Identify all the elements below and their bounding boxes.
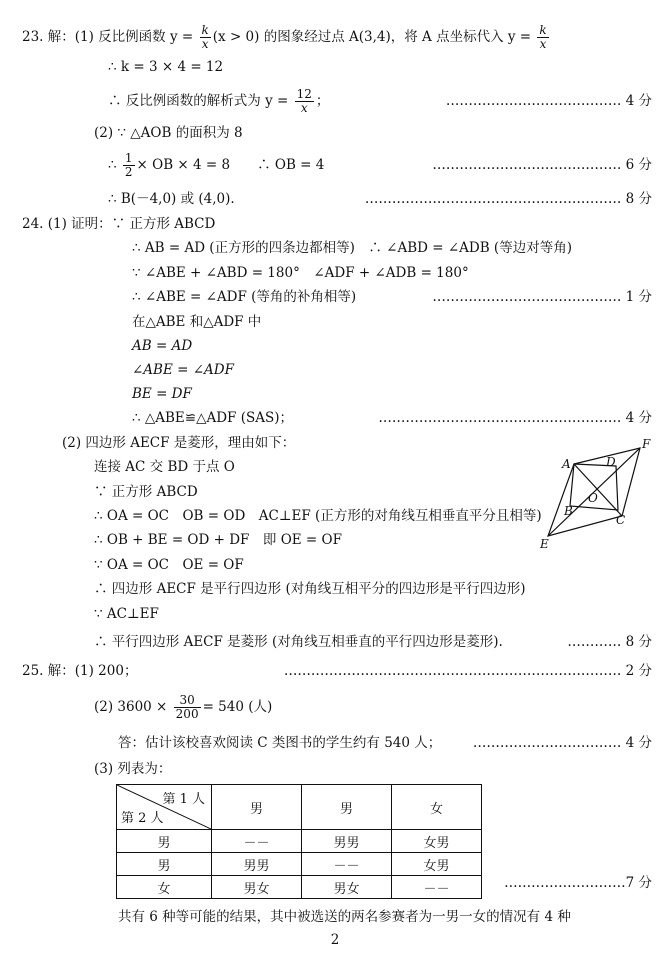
- q23-line3: ∴ 反比例函数的解析式为 y = $\frac{12}{x}$ ；: [108, 87, 330, 115]
- q23-score-6: …………………………………… 6 分: [432, 157, 652, 173]
- q25-line5: 共有 6 种等可能的结果，其中被选送的两名参赛者为一男一女的情况有 4 种: [118, 909, 571, 925]
- q24-line17: ∵ AC⊥EF: [94, 606, 159, 622]
- q24-line15: ∵ OA = OC OE = OF: [94, 557, 244, 573]
- table-header-row: [117, 785, 482, 830]
- table-cell: －－: [392, 876, 482, 899]
- q24-line10: (2) 四边形 AECF 是菱形，理由如下：: [62, 435, 296, 451]
- table-cell: 男女: [212, 876, 302, 899]
- q24-line13: ∴ OA = OC OB = OD AC⊥EF (正方形的对角线互相垂直平分且相等): [94, 508, 542, 524]
- q23-line5: ∴ $\frac{1}{2}$ × OB × 4 = 8 ∴ OB = 4: [108, 151, 325, 179]
- q25-score-2: ………………………………………………………………… 2 分: [283, 663, 652, 679]
- table-cell: 男男: [212, 853, 302, 876]
- table-cell: 女男: [392, 830, 482, 853]
- q25-score-4: …………………………… 4 分: [472, 735, 652, 751]
- label-a: A: [562, 457, 571, 471]
- table-cell: －－: [212, 830, 302, 853]
- q24-line7: ∠ABE = ∠ADF: [132, 362, 234, 378]
- q23-line2: ∴ k = 3 × 4 = 12: [108, 59, 224, 75]
- table-row: [117, 853, 482, 876]
- q24-score-8: ………… 8 分: [567, 634, 652, 650]
- q25-line1: 25. 解：(1) 200；: [22, 663, 138, 679]
- q23-score-4: ………………………………… 4 分: [445, 93, 652, 109]
- q24-line6: AB = AD: [132, 338, 193, 354]
- label-f: F: [642, 437, 651, 451]
- page-number: 2: [330, 932, 340, 948]
- table-cell: －－: [302, 853, 392, 876]
- row-header: 男: [117, 830, 212, 853]
- table-row: [117, 830, 482, 853]
- q24-line11: 连接 AC 交 BD 于点 O: [94, 459, 235, 475]
- table-row: [117, 876, 482, 899]
- table-cell: 男女: [302, 876, 392, 899]
- col-header: 女: [392, 785, 482, 830]
- q23-line1: 23. 解：(1) 反比例函数 y = $\frac{k}{x}$ (x > 0) 的图象经过点 A(3,4)，将 A 点坐标代入 y = $\frac{k}{x}$: [22, 23, 547, 51]
- label-c: C: [616, 513, 626, 527]
- label-o: O: [588, 491, 598, 505]
- table-cell: 男男: [302, 830, 392, 853]
- col-header: 男: [302, 785, 392, 830]
- q25-score-7: ………………………7 分: [504, 875, 652, 891]
- q24-line4: ∴ ∠ABE = ∠ADF (等角的补角相等): [132, 289, 357, 305]
- q24-line16: ∴ 四边形 AECF 是平行四边形 (对角线互相平分的四边形是平行四边形): [94, 581, 526, 597]
- corner-top-label: 第 1 人: [162, 792, 205, 807]
- col-header: 男: [212, 785, 302, 830]
- label-b: B: [564, 504, 573, 518]
- q24-line18: ∴ 平行四边形 AECF 是菱形 (对角线互相垂直的平行四边形是菱形).: [94, 634, 503, 650]
- label-d: D: [606, 455, 616, 469]
- q24-line14: ∴ OB + BE = OD + DF 即 OE = OF: [94, 532, 342, 548]
- row-header: 女: [117, 876, 212, 899]
- q24-score-1: …………………………………… 1 分: [432, 289, 652, 305]
- q25-line3: 答：估计该校喜欢阅读 C 类图书的学生约有 540 人；: [118, 735, 442, 751]
- q24-line2: ∴ AB = AD (正方形的四条边都相等) ∴ ∠ABD = ∠ADB (等边对等角): [132, 240, 572, 256]
- corner-bottom-label: 第 2 人: [121, 811, 164, 826]
- table-corner-cell: [117, 785, 212, 830]
- q25-line2: (2) 3600 × $\frac{30}{200}$ = 540 (人): [94, 693, 273, 721]
- row-header: 男: [117, 853, 212, 876]
- q24-line8: BE = DF: [132, 386, 192, 402]
- q24-line5: 在△ABE 和△ADF 中: [132, 314, 262, 330]
- q25-line4: (3) 列表为：: [94, 761, 172, 777]
- q24-line1: 24. (1) 证明：∵ 正方形 ABCD: [22, 216, 216, 232]
- q24-line3: ∵ ∠ABE + ∠ABD = 180° ∠ADF + ∠ADB = 180°: [132, 265, 469, 281]
- q24-line12: ∵ 正方形 ABCD: [94, 484, 198, 500]
- rhombus-square-figure: [534, 436, 658, 552]
- label-e: E: [540, 537, 549, 551]
- q24-score-4: ……………………………………………… 4 分: [378, 410, 652, 426]
- q23-score-8: ………………………………………………… 8 分: [364, 191, 652, 207]
- table-cell: 女男: [392, 853, 482, 876]
- q23-line6: ∴ B(－4,0) 或 (4,0).: [108, 191, 235, 207]
- q24-line9: ∴ △ABE≌△ADF (SAS)；: [132, 410, 293, 426]
- q23-line4: (2) ∵ △AOB 的面积为 8: [94, 125, 243, 141]
- outcome-table: [116, 784, 482, 899]
